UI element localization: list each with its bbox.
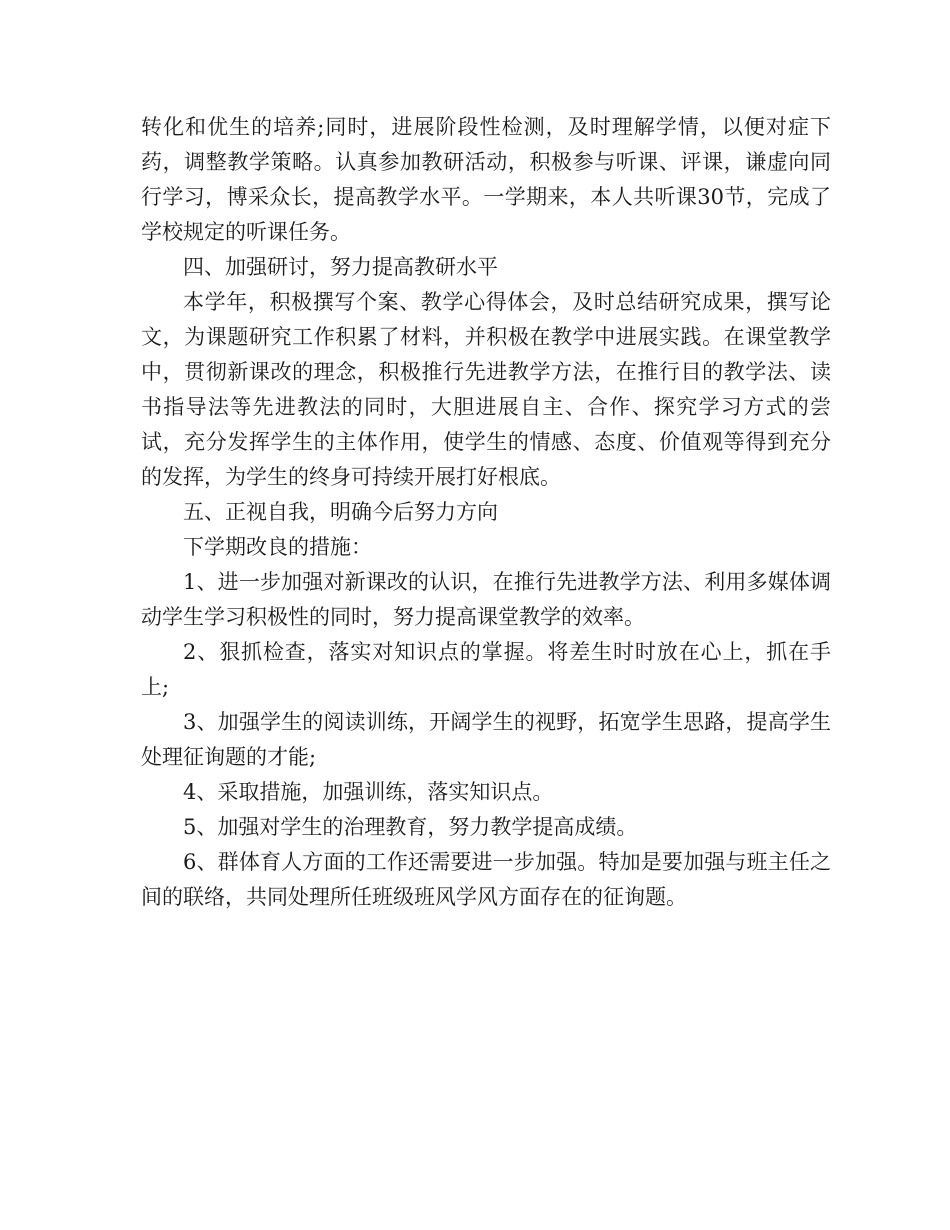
- section-heading-4: 四、加强研讨，努力提高教研水平: [183, 255, 498, 279]
- improvement-item-3: 3、加强学生的阅读训练，开阔学生的视野，拓宽学生思路，提高学生处理征询题的才能;: [141, 710, 831, 769]
- improvement-item-4: 4、采取措施，加强训练，落实知识点。: [183, 780, 554, 804]
- paragraph-continued: 转化和优生的培养;同时，进展阶段性检测，及时理解学情，以便对症下药，调整教学策略。认真参加教研活动，积极参与听课、评课，谦虚向同行学习，博采众长，提高教学水平。一学期来，本人共听课30节，完成了学校规定的听课任务。: [141, 115, 831, 244]
- paragraph-research: 本学年，积极撰写个案、教学心得体会，及时总结研究成果，撰写论文，为课题研究工作积累了材料，并积极在教学中进展实践。在课堂教学中，贯彻新课改的理念，积极推行先进教学方法，在推行目的教学法、读书指导法等先进教法的同时，大胆进展自主、合作、探究学习方式的尝试，充分发挥学生的主体作用，使学生的情感、态度、价值观等得到充分的发挥，为学生的终身可持续开展打好根底。: [141, 290, 831, 489]
- document-body: [141, 110, 831, 915]
- improvement-item-1: 1、进一步加强对新课改的认识，在推行先进教学方法、利用多媒体调动学生学习积极性的同时，努力提高课堂教学的效率。: [141, 570, 831, 629]
- improvement-item-5: 5、加强对学生的治理教育，努力教学提高成绩。: [183, 815, 638, 839]
- improvement-item-6: 6、群体育人方面的工作还需要进一步加强。特加是要加强与班主任之间的联络，共同处理所任班级班风学风方面存在的征询题。: [141, 850, 831, 909]
- improvement-intro: 下学期改良的措施：: [183, 535, 372, 559]
- improvement-item-2: 2、狠抓检查，落实对知识点的掌握。将差生时时放在心上，抓在手上;: [141, 640, 831, 699]
- section-heading-5: 五、正视自我，明确今后努力方向: [183, 500, 498, 524]
